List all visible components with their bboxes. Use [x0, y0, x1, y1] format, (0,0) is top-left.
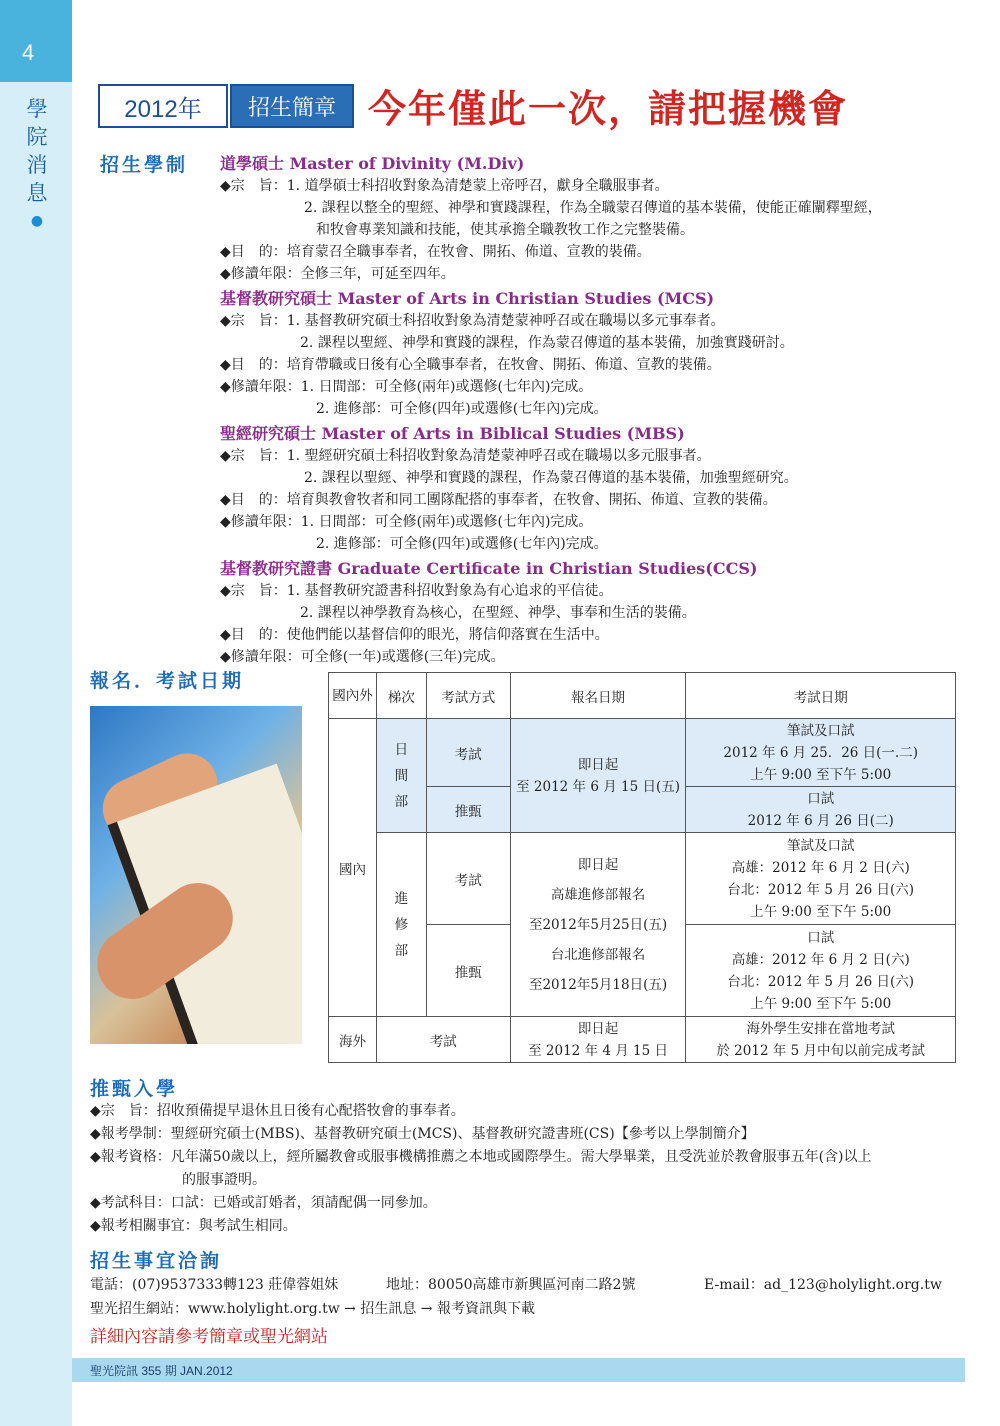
program-title-mcs: 基督教研究碩士 Master of Arts in Christian Studies (MCS) — [220, 289, 715, 308]
program-line: ◆修讀年限：1. 日間部：可全修(兩年)或選修(七年內)完成。 — [220, 379, 593, 395]
program-line: ◆目 的：培育與教會牧者和同工團隊配搭的事奉者，在牧會、開拓、佈道、宣教的裝備。 — [220, 492, 777, 508]
program-line: 2. 課程以整全的聖經、神學和實踐課程，作為全職蒙召傳道的基本裝備，使能正確闡釋聖經， — [304, 200, 882, 216]
brochure-tag: 招生簡章 — [230, 84, 354, 128]
programs-section-title: 招生學制 — [100, 154, 189, 176]
program-line: ◆目 的：培育蒙召全職事奉者，在牧會、開拓、佈道、宣教的裝備。 — [220, 244, 651, 260]
day-exam-method: 考試 — [426, 719, 510, 787]
domestic-cell: 國內 — [329, 719, 377, 1017]
contact-email[interactable]: E-mail：ad_123@holylight.org.tw — [704, 1277, 942, 1293]
vertical-char: 息 — [26, 181, 48, 205]
recommend-line: 的服事證明。 — [182, 1172, 266, 1188]
year-tag: 2012年 — [98, 84, 228, 128]
section-vertical-label — [22, 95, 52, 235]
program-line: ◆修讀年限：可全修(一年)或選修(三年)完成。 — [220, 649, 505, 665]
program-line: 2. 進修部：可全修(四年)或選修(七年內)完成。 — [316, 536, 608, 552]
evening-recommend-date: 口試 高雄：2012 年 6 月 2 日(六) 台北：2012 年 5 月 26 日(六) 上午 9:00 至下午 5:00 — [686, 925, 956, 1017]
recommend-line: ◆宗 旨：招收預備提早退休且日後有心配搭牧會的事奉者。 — [90, 1103, 465, 1119]
program-line: ◆宗 旨：1. 基督教研究證書科招收對象為有心追求的平信徒。 — [220, 583, 613, 599]
evening-recommend-method: 推甄 — [426, 925, 510, 1017]
header-track: 梯次 — [376, 673, 426, 719]
program-line: 2. 課程以聖經、神學和實踐的課程，作為蒙召傳道的基本裝備，加強聖經研究。 — [304, 470, 798, 486]
sidebar-page-tab — [0, 0, 72, 82]
header-reg-date: 報名日期 — [510, 673, 686, 719]
program-line: 2. 課程以神學教育為核心，在聖經、神學、事奉和生活的裝備。 — [300, 605, 696, 621]
recommend-section-title: 推甄入學 — [90, 1078, 179, 1100]
program-line: ◆目 的：使他們能以基督信仰的眼光，將信仰落實在生活中。 — [220, 627, 609, 643]
program-line: ◆修讀年限：1. 日間部：可全修(兩年)或選修(七年內)完成。 — [220, 514, 593, 530]
header-region: 國內外 — [329, 673, 377, 719]
overseas-cell: 海外 — [329, 1017, 377, 1063]
vertical-char: 消 — [26, 153, 48, 177]
program-title-ccs: 基督教研究證書 Graduate Certificate in Christian Studies(CCS) — [220, 559, 758, 578]
program-line: ◆宗 旨：1. 道學碩士科招收對象為清楚蒙上帝呼召，獻身全職服事者。 — [220, 178, 669, 194]
detail-note: 詳細內容請參考簡章或聖光網站 — [90, 1327, 328, 1347]
table-row — [329, 833, 956, 925]
contact-address: 地址：80050高雄市新興區河南二路2號 — [386, 1277, 636, 1293]
contact-website[interactable]: 聖光招生網站：www.holylight.org.tw → 招生訊息 → 報考資訊與下載 — [90, 1301, 535, 1317]
exam-schedule-table — [328, 672, 956, 1063]
program-line: ◆修讀年限：全修三年，可延至四年。 — [220, 266, 455, 282]
recommend-line: ◆報考學制：聖經研究碩士(MBS)、基督教研究碩士(MCS)、基督教研究證書班(CS)【參考以上學制簡介】 — [90, 1126, 755, 1142]
headline: 今年僅此一次，請把握機會 — [368, 87, 849, 131]
day-track-cell: 日 間 部 — [376, 719, 426, 833]
overseas-reg-date: 即日起 至 2012 年 4 月 15 日 — [510, 1017, 686, 1063]
program-title-mdiv: 道學碩士 Master of Divinity (M.Div) — [220, 154, 525, 173]
header-method: 考試方式 — [426, 673, 510, 719]
program-line: 2. 課程以聖經、神學和實踐的課程，作為蒙召傳道的基本裝備，加強實踐研討。 — [300, 335, 794, 351]
day-recommend-date: 口試 2012 年 6 月 26 日(二) — [686, 787, 956, 833]
vertical-char: 學 — [26, 97, 48, 121]
program-line: ◆宗 旨：1. 聖經研究碩士科招收對象為清楚蒙神呼召或在職場以多元服事者。 — [220, 448, 711, 464]
contact-section-title: 招生事宜洽詢 — [90, 1250, 223, 1272]
table-header-row — [329, 673, 956, 719]
header-exam-date: 考試日期 — [686, 673, 956, 719]
page-number: 4 — [22, 40, 35, 65]
table-row — [329, 719, 956, 787]
overseas-method: 考試 — [376, 1017, 510, 1063]
footer-issue: 聖光院訊 355 期 JAN.2012 — [90, 1364, 233, 1378]
program-line: 2. 進修部：可全修(四年)或選修(七年內)完成。 — [316, 401, 608, 417]
table-row — [329, 1017, 956, 1063]
evening-reg-date: 即日起 高雄進修部報名 至2012年5月25日(五) 台北進修部報名 至2012年5月18日(五) — [510, 833, 686, 1017]
exam-section-title: 報名．考試日期 — [90, 670, 245, 692]
program-line: ◆目 的：培育帶職或日後有心全職事奉者，在牧會、開拓、佈道、宣教的裝備。 — [220, 357, 721, 373]
recommend-line: ◆報考資格：凡年滿50歲以上，經所屬教會或服事機構推薦之本地或國際學生。需大學畢業，且受洗並於教會服事五年(含)以上 — [90, 1149, 872, 1165]
program-line: ◆宗 旨：1. 基督教研究碩士科招收對象為清楚蒙神呼召或在職場以多元事奉者。 — [220, 313, 725, 329]
evening-track-cell: 進 修 部 — [376, 833, 426, 1017]
contact-phone: 電話：(07)9537333轉123 莊偉蓉姐妹 — [90, 1277, 339, 1293]
evening-exam-date: 筆試及口試 高雄：2012 年 6 月 2 日(六) 台北：2012 年 5 月 26 日(六) 上午 9:00 至下午 5:00 — [686, 833, 956, 925]
program-title-mbs: 聖經研究碩士 Master of Arts in Biblical Studies (MBS) — [220, 424, 685, 443]
book-photo — [90, 706, 302, 1044]
overseas-exam-date: 海外學生安排在當地考試 於 2012 年 5 月中旬以前完成考試 — [686, 1017, 956, 1063]
recommend-line: ◆考試科目：口試：已婚或訂婚者，須請配偶一同參加。 — [90, 1195, 437, 1211]
day-exam-date: 筆試及口試 2012 年 6 月 25．26 日(一.二) 上午 9:00 至下午 5:00 — [686, 719, 956, 787]
evening-exam-method: 考試 — [426, 833, 510, 925]
program-line: 和牧會專業知識和技能，使其承擔全職教牧工作之完整裝備。 — [316, 222, 694, 238]
day-reg-date: 即日起 至 2012 年 6 月 15 日(五) — [510, 719, 686, 833]
day-recommend-method: 推甄 — [426, 787, 510, 833]
vertical-char: 院 — [26, 125, 48, 149]
bullet-dot-icon: ● — [30, 213, 44, 229]
recommend-line: ◆報考相關事宜：與考試生相同。 — [90, 1218, 297, 1234]
